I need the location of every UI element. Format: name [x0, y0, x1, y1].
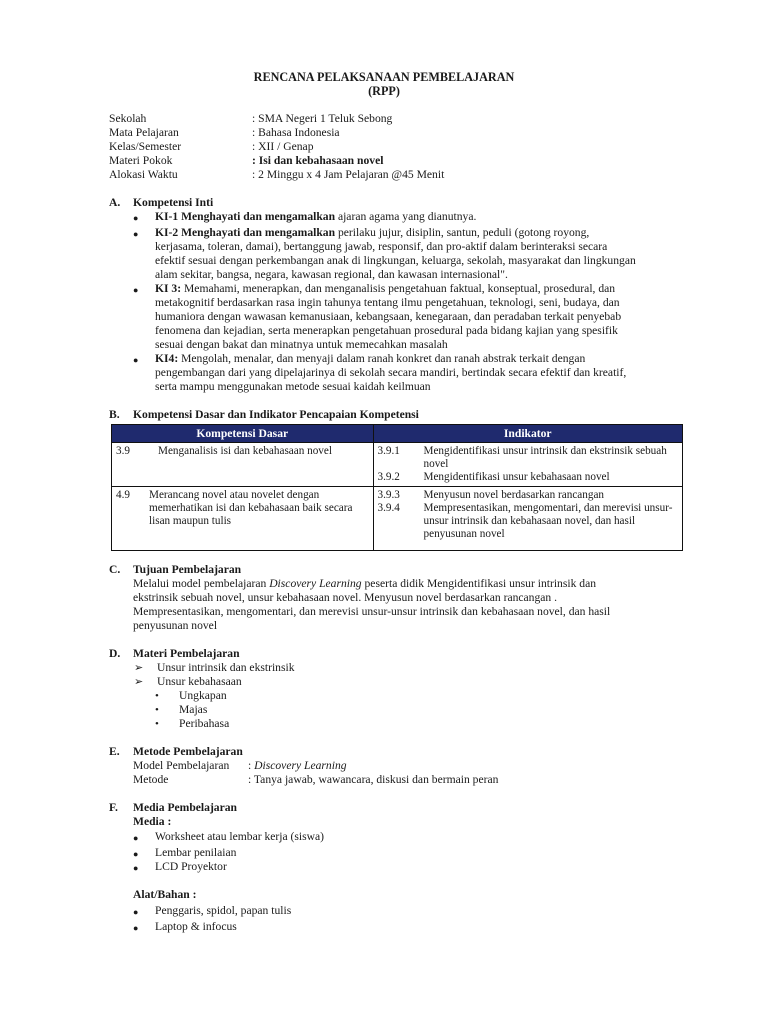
metode-value: : Tanya jawab, wawancara, diskusi dan bermain peran: [248, 773, 499, 786]
ki-text: humaniora dengan wawasan kemanusiaan, kebangsaan, kenegaraan, dan peradaban terkait penyebab: [155, 310, 622, 323]
identity-label: Materi Pokok: [109, 154, 173, 167]
identity-value: : XII / Genap: [252, 140, 314, 153]
identity-value: : SMA Negeri 1 Teluk Sebong: [252, 112, 393, 125]
colon: :: [248, 759, 255, 772]
kd-text: Merancang novel atau novelet dengan memerhatikan isi dan kebahasaan baik secara lisan maupun tulis: [149, 489, 353, 527]
kompetensi-table: [111, 424, 683, 551]
materi-subitem: Majas: [179, 703, 208, 716]
indicator-text: Menyusun novel berdasarkan rancangan: [423, 489, 605, 501]
identity-label: Mata Pelajaran: [109, 126, 179, 139]
alat-item: Penggaris, spidol, papan tulis: [155, 904, 292, 917]
indicator-item: [378, 502, 678, 541]
bullet-icon: ●: [133, 907, 139, 917]
model-name: Discovery Learning: [254, 759, 347, 772]
section-letter: D.: [109, 647, 121, 660]
dot-bullet-icon: •: [155, 704, 159, 716]
ki-text: Mengolah, menalar, dan menyaji dalam ranah konkret dan ranah abstrak terkait dengan: [178, 352, 586, 365]
section-title: Materi Pembelajaran: [133, 647, 240, 660]
identity-label: Sekolah: [109, 112, 147, 125]
identity-label: Alokasi Waktu: [109, 168, 178, 181]
ki-text: metakognitif berdasarkan rasa ingin tahunya tentang ilmu pengetahuan, teknologi, seni, budaya, dan: [155, 296, 620, 309]
bullet-icon: ●: [133, 213, 139, 223]
document-title: RENCANA PELAKSANAAN PEMBELAJARAN: [253, 70, 515, 84]
section-letter: E.: [109, 745, 120, 758]
section-letter: F.: [109, 801, 118, 814]
section-title: Metode Pembelajaran: [133, 745, 243, 758]
indicator-item: [378, 471, 678, 484]
model-value: [248, 759, 347, 773]
media-item: LCD Proyektor: [155, 860, 227, 873]
ki-text: serta mampu menggunakan metode sesuai kaidah keilmuan: [155, 380, 431, 393]
kd-number: 3.9: [116, 445, 130, 457]
bullet-icon: ●: [133, 355, 139, 365]
identity-value: : Bahasa Indonesia: [252, 126, 340, 139]
indicator-cell: [373, 443, 682, 487]
indicator-cell: [373, 487, 682, 551]
ki-heading: KI 3:: [155, 282, 182, 295]
kd-cell: [112, 487, 374, 551]
bullet-icon: ●: [133, 229, 139, 239]
dot-bullet-icon: •: [155, 718, 159, 730]
media-label: Media :: [133, 815, 172, 828]
tujuan-text: penyusunan novel: [133, 619, 218, 632]
indicator-number: 3.9.4: [377, 502, 400, 514]
ki-text: fenomena dan kejadian, serta menerapkan pengetahuan prosedural pada bidang kajian yang spesifik: [155, 324, 618, 337]
arrow-bullet-icon: ➢: [134, 676, 144, 688]
ki-text: alam sekitar, bangsa, negara, kawasan regional, dan kawasan internasional".: [155, 268, 508, 281]
ki-text: sesuai dengan bakat dan minatnya untuk memecahkan masalah: [155, 338, 448, 351]
column-header: Indikator: [373, 425, 682, 443]
materi-subitem: Peribahasa: [179, 717, 230, 730]
model-label: Model Pembelajaran: [133, 759, 230, 772]
kd-text: Menganalisis isi dan kebahasaan novel: [158, 445, 332, 457]
bullet-icon: ●: [133, 849, 139, 859]
table-row: [112, 443, 683, 487]
indicator-text: Mengidentifikasi unsur intrinsik dan ekstrinsik sebuah novel: [423, 445, 667, 470]
ki-text: perilaku jujur, disiplin, santun, peduli (gotong royong,: [335, 226, 590, 239]
section-title: Kompetensi Dasar dan Indikator Pencapaian Kompetensi: [133, 408, 419, 421]
ki-item: [155, 226, 589, 240]
table-row: [112, 487, 683, 551]
ki-heading: KI4:: [155, 352, 179, 365]
indicator-item: [378, 445, 678, 471]
tujuan-text: [133, 577, 596, 591]
ki-text: pengembangan dari yang dipelajarinya di sekolah secara mandiri, bertindak secara efektif dan kreatif,: [155, 366, 627, 379]
kd-number: 4.9: [116, 489, 130, 501]
indicator-text: Mengidentifikasi unsur kebahasaan novel: [423, 471, 610, 483]
metode-label: Metode: [133, 773, 169, 786]
section-letter: C.: [109, 563, 121, 576]
tujuan-text: ekstrinsik sebuah novel, unsur kebahasaan novel. Menyusun novel berdasarkan rancangan .: [133, 591, 558, 604]
ki-text: Memahami, menerapkan, dan menganalisis pengetahuan faktual, konseptual, prosedural, dan: [181, 282, 616, 295]
materi-item: Unsur kebahasaan: [157, 675, 242, 688]
ki-text: kerjasama, toleran, damai), bertanggung jawab, responsif, dan pro-aktif dalam berinteraksi secara: [155, 240, 608, 253]
tujuan-model: Discovery Learning: [269, 577, 362, 590]
section-title: Kompetensi Inti: [133, 196, 214, 209]
materi-subitem: Ungkapan: [179, 689, 227, 702]
bullet-icon: ●: [133, 833, 139, 843]
identity-value: : 2 Minggu x 4 Jam Pelajaran @45 Menit: [252, 168, 445, 181]
table-header-row: [112, 425, 683, 443]
bullet-icon: ●: [133, 285, 139, 295]
document-subtitle: (RPP): [368, 84, 400, 98]
alat-label: Alat/Bahan :: [133, 888, 197, 901]
ki-text: ajaran agama yang dianutnya.: [335, 210, 477, 223]
ki-item: [155, 352, 585, 366]
ki-item: [155, 210, 476, 224]
indicator-number: 3.9.3: [377, 489, 400, 501]
ki-heading: KI-1 Menghayati dan mengamalkan: [155, 210, 336, 223]
bullet-icon: ●: [133, 923, 139, 933]
column-header: Kompetensi Dasar: [112, 425, 374, 443]
indicator-item: [378, 489, 678, 502]
indicator-number: 3.9.2: [377, 471, 400, 483]
materi-item: Unsur intrinsik dan ekstrinsik: [157, 661, 295, 674]
identity-value: : Isi dan kebahasaan novel: [252, 154, 384, 167]
section-letter: B.: [109, 408, 120, 421]
indicator-text: Mempresentasikan, mengomentari, dan merevisi unsur-unsur intrinsik dan kebahasaan novel, dan hasil penyusunan novel: [423, 502, 673, 540]
ki-heading: KI-2 Menghayati dan mengamalkan: [155, 226, 336, 239]
ki-item: [155, 282, 615, 296]
kd-cell: [112, 443, 374, 487]
arrow-bullet-icon: ➢: [134, 662, 144, 674]
tujuan-text-part: peserta didik Mengidentifikasi unsur intrinsik dan: [361, 577, 597, 590]
media-item: Lembar penilaian: [155, 846, 237, 859]
section-letter: A.: [109, 196, 121, 209]
indicator-number: 3.9.1: [377, 445, 400, 457]
section-title: Tujuan Pembelajaran: [133, 563, 242, 576]
dot-bullet-icon: •: [155, 690, 159, 702]
alat-item: Laptop & infocus: [155, 920, 237, 933]
section-title: Media Pembelajaran: [133, 801, 237, 814]
media-item: Worksheet atau lembar kerja (siswa): [155, 830, 325, 843]
bullet-icon: ●: [133, 863, 139, 873]
tujuan-text-part: Melalui model pembelajaran: [133, 577, 270, 590]
identity-label: Kelas/Semester: [109, 140, 182, 153]
ki-text: efektif sesuai dengan perkembangan anak di lingkungan, keluarga, sekolah, masyarakat dan lingkungan: [155, 254, 636, 267]
tujuan-text: Mempresentasikan, mengomentari, dan merevisi unsur-unsur intrinsik dan kebahasaan novel, dan hasil: [133, 605, 611, 618]
